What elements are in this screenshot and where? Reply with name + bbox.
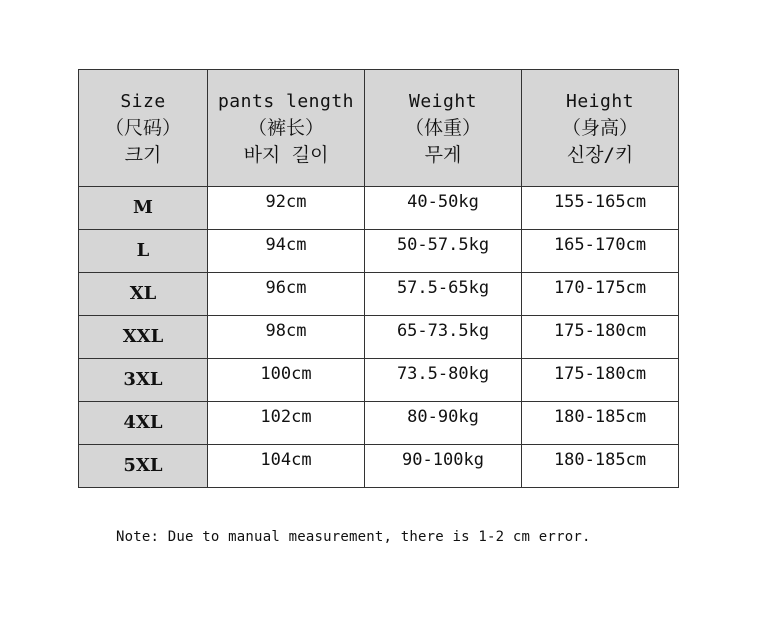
pants-length-cell: 98cm bbox=[208, 316, 365, 359]
table-row bbox=[79, 316, 679, 359]
header-pants-length-zh: （裤长） bbox=[247, 116, 324, 139]
height-cell: 165-170cm bbox=[522, 230, 679, 273]
header-size-zh: （尺码） bbox=[104, 116, 181, 139]
table-row bbox=[79, 445, 679, 488]
header-weight-ko: 무게 bbox=[424, 143, 462, 166]
header-size-en: Size bbox=[120, 90, 166, 112]
table-row bbox=[79, 230, 679, 273]
weight-cell: 90-100kg bbox=[365, 445, 522, 488]
header-pants-length-en: pants length bbox=[217, 90, 355, 112]
pants-length-cell: 104cm bbox=[208, 445, 365, 488]
height-cell: 170-175cm bbox=[522, 273, 679, 316]
table-row bbox=[79, 187, 679, 230]
table-row bbox=[79, 402, 679, 445]
header-pants-length bbox=[208, 70, 365, 187]
height-cell: 175-180cm bbox=[522, 316, 679, 359]
size-cell: M bbox=[79, 187, 208, 230]
pants-length-cell: 94cm bbox=[208, 230, 365, 273]
weight-cell: 80-90kg bbox=[365, 402, 522, 445]
size-cell: 3XL bbox=[79, 359, 208, 402]
pants-length-cell: 102cm bbox=[208, 402, 365, 445]
size-cell: 5XL bbox=[79, 445, 208, 488]
header-height bbox=[522, 70, 679, 187]
header-weight-en: Weight bbox=[408, 90, 478, 112]
size-cell: 4XL bbox=[79, 402, 208, 445]
weight-cell: 40-50kg bbox=[365, 187, 522, 230]
size-cell: XL bbox=[79, 273, 208, 316]
table-row bbox=[79, 273, 679, 316]
pants-length-cell: 100cm bbox=[208, 359, 365, 402]
header-pants-length-ko: 바지 길이 bbox=[243, 143, 329, 166]
weight-cell: 50-57.5kg bbox=[365, 230, 522, 273]
pants-length-cell: 96cm bbox=[208, 273, 365, 316]
header-height-zh: （身高） bbox=[561, 116, 638, 139]
header-size bbox=[79, 70, 208, 187]
header-row bbox=[79, 70, 679, 187]
measurement-note: Note: Due to manual measurement, there is 1-2 cm error. bbox=[116, 529, 591, 545]
size-chart-table bbox=[78, 69, 679, 488]
header-height-ko: 신장/키 bbox=[566, 143, 634, 166]
header-height-en: Height bbox=[565, 90, 635, 112]
size-cell: L bbox=[79, 230, 208, 273]
table-row bbox=[79, 359, 679, 402]
height-cell: 175-180cm bbox=[522, 359, 679, 402]
height-cell: 155-165cm bbox=[522, 187, 679, 230]
header-size-ko: 크기 bbox=[124, 143, 162, 166]
pants-length-cell: 92cm bbox=[208, 187, 365, 230]
header-weight bbox=[365, 70, 522, 187]
height-cell: 180-185cm bbox=[522, 402, 679, 445]
size-cell: XXL bbox=[79, 316, 208, 359]
weight-cell: 65-73.5kg bbox=[365, 316, 522, 359]
weight-cell: 73.5-80kg bbox=[365, 359, 522, 402]
weight-cell: 57.5-65kg bbox=[365, 273, 522, 316]
header-weight-zh: （体重） bbox=[404, 116, 481, 139]
height-cell: 180-185cm bbox=[522, 445, 679, 488]
